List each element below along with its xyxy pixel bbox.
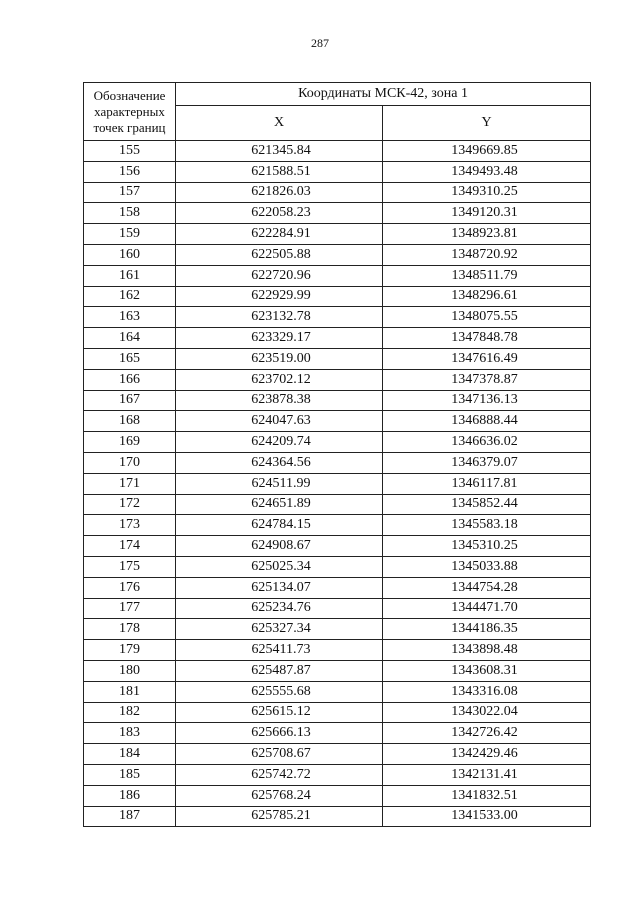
cell-x-coordinate [176,473,383,494]
cell-point-number: 180 [84,660,176,681]
coordinates-table [83,82,591,827]
table-row [84,723,591,744]
cell-y-coordinate [383,473,591,494]
cell-point-number: 177 [84,598,176,619]
table-row [84,224,591,245]
cell-point-number: 186 [84,785,176,806]
cell-y-coordinate [383,411,591,432]
x-value: 623329.17 [251,330,311,346]
y-value: 1342726.42 [451,725,518,741]
cell-point-number: 167 [84,390,176,411]
cell-point-number: 185 [84,764,176,785]
cell-y-coordinate [383,660,591,681]
cell-y-coordinate [383,536,591,557]
cell-y-coordinate [383,182,591,203]
table-row [84,744,591,765]
x-value: 622720.96 [251,267,311,283]
cell-point-number: 171 [84,473,176,494]
cell-point-number: 160 [84,244,176,265]
cell-x-coordinate [176,660,383,681]
cell-point-number: 166 [84,369,176,390]
table-row [84,598,591,619]
cell-y-coordinate [383,744,591,765]
header-point-line-3: точек границ [93,119,166,135]
y-value: 1342429.46 [451,746,518,761]
table-row [84,660,591,681]
header-point-designation [84,83,176,141]
y-value: 1349120.31 [451,205,518,221]
table-row [84,702,591,723]
x-value: 624047.63 [251,413,311,429]
cell-y-coordinate [383,619,591,640]
x-value: 625555.68 [251,683,311,699]
table-row [84,556,591,577]
cell-y-coordinate [383,390,591,411]
cell-y-coordinate [383,265,591,286]
x-value: 623132.78 [251,309,311,325]
cell-point-number: 165 [84,348,176,369]
cell-x-coordinate [176,723,383,744]
x-value: 624651.89 [251,496,311,512]
y-value: 1347378.87 [451,371,518,387]
cell-y-coordinate [383,348,591,369]
cell-y-coordinate [383,806,591,827]
y-value: 1345310.25 [451,538,518,554]
cell-point-number: 164 [84,328,176,349]
y-value: 1348075.55 [451,309,518,325]
x-value: 623878.38 [251,392,311,408]
cell-y-coordinate [383,432,591,453]
cell-y-coordinate [383,494,591,515]
cell-x-coordinate [176,764,383,785]
cell-y-coordinate [383,577,591,598]
cell-x-coordinate [176,619,383,640]
x-value: 623702.12 [251,371,311,387]
cell-point-number: 173 [84,515,176,536]
y-value: 1345852.44 [451,496,518,512]
y-value: 1347848.78 [451,330,518,346]
cell-y-coordinate [383,452,591,473]
cell-x-coordinate [176,806,383,827]
x-value: 624209.74 [251,434,311,450]
y-value: 1344754.28 [451,579,518,595]
cell-point-number: 163 [84,307,176,328]
y-value: 1343898.48 [451,642,518,658]
x-value: 625234.76 [251,600,311,616]
cell-x-coordinate [176,432,383,453]
x-value: 622929.99 [251,288,311,304]
table-row [84,265,591,286]
cell-x-coordinate [176,307,383,328]
header-x: X [176,106,383,141]
cell-point-number: 174 [84,536,176,557]
cell-x-coordinate [176,203,383,224]
table-row [84,369,591,390]
table-row [84,452,591,473]
cell-x-coordinate [176,411,383,432]
table-row [84,390,591,411]
cell-x-coordinate [176,598,383,619]
cell-y-coordinate [383,598,591,619]
table-row [84,681,591,702]
cell-x-coordinate [176,328,383,349]
cell-x-coordinate [176,161,383,182]
y-value: 1343022.04 [451,704,518,720]
y-value: 1346117.81 [451,475,518,491]
y-value: 1349310.25 [451,184,518,200]
header-point-line-2: характерных [94,103,165,119]
cell-x-coordinate [176,348,383,369]
cell-y-coordinate [383,640,591,661]
cell-x-coordinate [176,494,383,515]
cell-x-coordinate [176,182,383,203]
cell-x-coordinate [176,681,383,702]
header-row-main [84,83,591,106]
y-value: 1347616.49 [451,350,518,366]
y-value: 1341533.00 [451,808,518,824]
y-value: 1344186.35 [451,621,518,637]
cell-point-number: 181 [84,681,176,702]
cell-y-coordinate [383,369,591,390]
cell-point-number: 175 [84,556,176,577]
x-value: 625487.87 [251,662,311,678]
cell-point-number: 156 [84,161,176,182]
cell-x-coordinate [176,390,383,411]
y-value: 1348511.79 [451,267,518,283]
page-number: 287 [311,36,329,50]
cell-point-number: 168 [84,411,176,432]
table-row [84,141,591,162]
table-row [84,577,591,598]
cell-point-number: 184 [84,744,176,765]
table-row [84,244,591,265]
table-row [84,785,591,806]
table-row [84,307,591,328]
x-value: 622058.23 [251,205,311,221]
cell-y-coordinate [383,764,591,785]
header-coordinates-system: Координаты МСК-42, зона 1 [176,83,591,106]
y-value: 1343316.08 [451,683,518,699]
cell-x-coordinate [176,286,383,307]
cell-point-number: 157 [84,182,176,203]
cell-x-coordinate [176,244,383,265]
x-value: 621826.03 [251,184,311,200]
header-point-line-1: Обозначение [93,87,166,103]
cell-point-number: 179 [84,640,176,661]
y-value: 1345583.18 [451,517,518,533]
cell-y-coordinate [383,702,591,723]
cell-point-number: 158 [84,203,176,224]
y-value: 1341832.51 [451,787,518,803]
cell-x-coordinate [176,265,383,286]
x-value: 621588.51 [251,163,311,179]
table-row [84,515,591,536]
table-row [84,182,591,203]
cell-y-coordinate [383,681,591,702]
table-row [84,494,591,515]
x-value: 624908.67 [251,538,311,554]
cell-point-number: 172 [84,494,176,515]
cell-x-coordinate [176,744,383,765]
cell-y-coordinate [383,244,591,265]
x-value: 624784.15 [251,517,311,533]
table-row [84,161,591,182]
cell-x-coordinate [176,515,383,536]
cell-x-coordinate [176,452,383,473]
x-value: 625785.21 [251,808,311,824]
cell-point-number: 183 [84,723,176,744]
table-row [84,806,591,827]
cell-point-number: 182 [84,702,176,723]
cell-x-coordinate [176,640,383,661]
y-value: 1348720.92 [451,246,518,262]
table-row [84,764,591,785]
table-row [84,473,591,494]
cell-y-coordinate [383,556,591,577]
x-value: 624364.56 [251,454,311,470]
x-value: 622284.91 [251,226,311,242]
header-y: Y [383,106,591,141]
cell-point-number: 161 [84,265,176,286]
cell-x-coordinate [176,141,383,162]
x-value: 625615.12 [251,704,311,720]
table-row [84,619,591,640]
y-value: 1343608.31 [451,662,518,678]
cell-x-coordinate [176,536,383,557]
cell-y-coordinate [383,785,591,806]
cell-point-number: 170 [84,452,176,473]
table-row [84,286,591,307]
y-value: 1347136.13 [451,392,518,408]
cell-point-number: 187 [84,806,176,827]
table-row [84,536,591,557]
y-value: 1342131.41 [451,766,518,782]
cell-x-coordinate [176,224,383,245]
x-value: 625666.13 [251,725,311,741]
cell-y-coordinate [383,203,591,224]
x-value: 625411.73 [251,642,311,658]
cell-y-coordinate [383,328,591,349]
x-value: 624511.99 [251,475,311,491]
x-value: 625708.67 [251,746,311,761]
x-value: 625134.07 [251,579,311,595]
table-body [84,141,591,827]
cell-point-number: 176 [84,577,176,598]
y-value: 1349493.48 [451,163,518,179]
y-value: 1348296.61 [451,288,518,304]
cell-x-coordinate [176,702,383,723]
y-value: 1349669.85 [451,142,518,158]
x-value: 625025.34 [251,558,311,574]
cell-y-coordinate [383,307,591,328]
cell-y-coordinate [383,515,591,536]
y-value: 1348923.81 [451,226,518,242]
cell-x-coordinate [176,577,383,598]
y-value: 1344471.70 [451,600,518,616]
x-value: 625768.24 [251,787,311,803]
table-row [84,432,591,453]
y-value: 1346636.02 [451,434,518,450]
cell-x-coordinate [176,369,383,390]
cell-point-number: 159 [84,224,176,245]
cell-y-coordinate [383,224,591,245]
cell-x-coordinate [176,556,383,577]
cell-point-number: 162 [84,286,176,307]
table-header [84,83,591,141]
cell-point-number: 178 [84,619,176,640]
x-value: 623519.00 [251,350,311,366]
cell-y-coordinate [383,286,591,307]
cell-x-coordinate [176,785,383,806]
table-row [84,348,591,369]
table-row [84,411,591,432]
y-value: 1345033.88 [451,558,518,574]
table-row [84,640,591,661]
y-value: 1346888.44 [451,413,518,429]
x-value: 622505.88 [251,246,311,262]
y-value: 1346379.07 [451,454,518,470]
x-value: 625327.34 [251,621,311,637]
x-value: 621345.84 [251,142,311,158]
cell-point-number: 155 [84,141,176,162]
table-row [84,203,591,224]
cell-y-coordinate [383,141,591,162]
cell-y-coordinate [383,723,591,744]
cell-y-coordinate [383,161,591,182]
table-row [84,328,591,349]
x-value: 625742.72 [251,766,311,782]
cell-point-number: 169 [84,432,176,453]
